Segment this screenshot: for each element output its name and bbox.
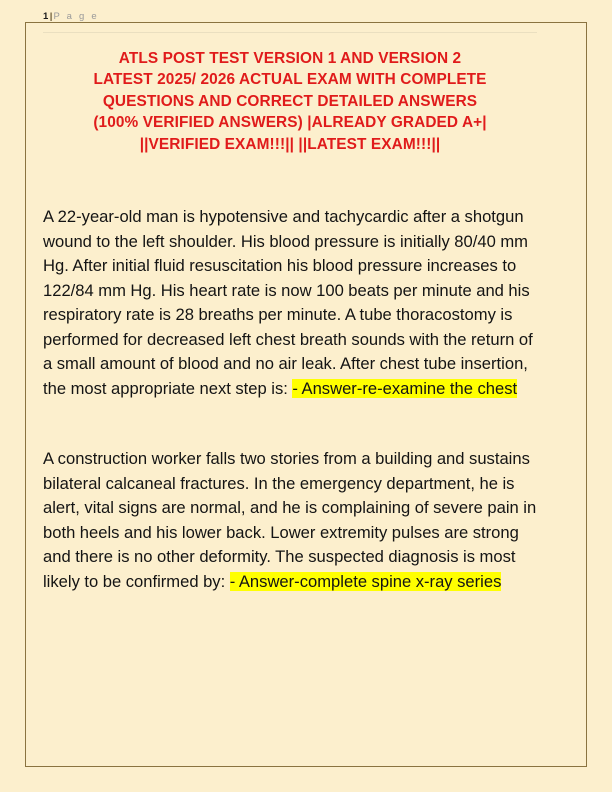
header-divider: [43, 32, 537, 33]
title-line-2: LATEST 2025/ 2026 ACTUAL EXAM WITH COMPLETE: [93, 71, 487, 89]
question-2: [43, 447, 543, 594]
title-line-3: QUESTIONS AND CORRECT DETAILED ANSWERS: [102, 92, 478, 110]
page-header: [43, 10, 537, 38]
question-2-answer-highlight: - Answer-complete spine x-ray series: [229, 571, 502, 591]
header-page-label: P a g e: [53, 11, 99, 22]
document-body: [43, 205, 543, 594]
question-1-stem: A 22-year-old man is hypotensive and tachycardic after a shotgun wound to the left shoulder. His blood pressure is initially 80/40 mm Hg. After initial fluid resuscitation his blood pressure increases to 122/84 mm Hg. His heart rate is now 100 beats per minute and his respiratory rate is 28 breaths per minute. A tube thoracostomy is performed for decreased left chest breath sounds with the return of a small amount of blood and no air leak. After chest tube insertion, the most appropriate next step is:: [43, 207, 533, 398]
question-2-stem: A construction worker falls two stories from a building and sustains bilateral calcaneal fractures. In the emergency department, he is alert, vital signs are normal, and he is complaining of severe pain in both heels and his lower back. Lower extremity pulses are strong and there is no other deformity. The suspected diagnosis is most likely to be confirmed by:: [43, 449, 537, 591]
title-line-5: ||VERIFIED EXAM!!!|| ||LATEST EXAM!!!||: [139, 135, 441, 153]
question-1: [43, 205, 543, 401]
title-line-1: ATLS POST TEST VERSION 1 AND VERSION 2: [118, 50, 462, 67]
question-1-answer-highlight: - Answer-re-examine the chest: [292, 378, 518, 398]
header-separator: |: [49, 11, 53, 22]
title-line-4: (100% VERIFIED ANSWERS) |ALREADY GRADED A+|: [93, 114, 487, 132]
document-title: [43, 48, 537, 155]
page-header-line: [43, 10, 537, 24]
header-page-number: 1: [43, 11, 49, 22]
